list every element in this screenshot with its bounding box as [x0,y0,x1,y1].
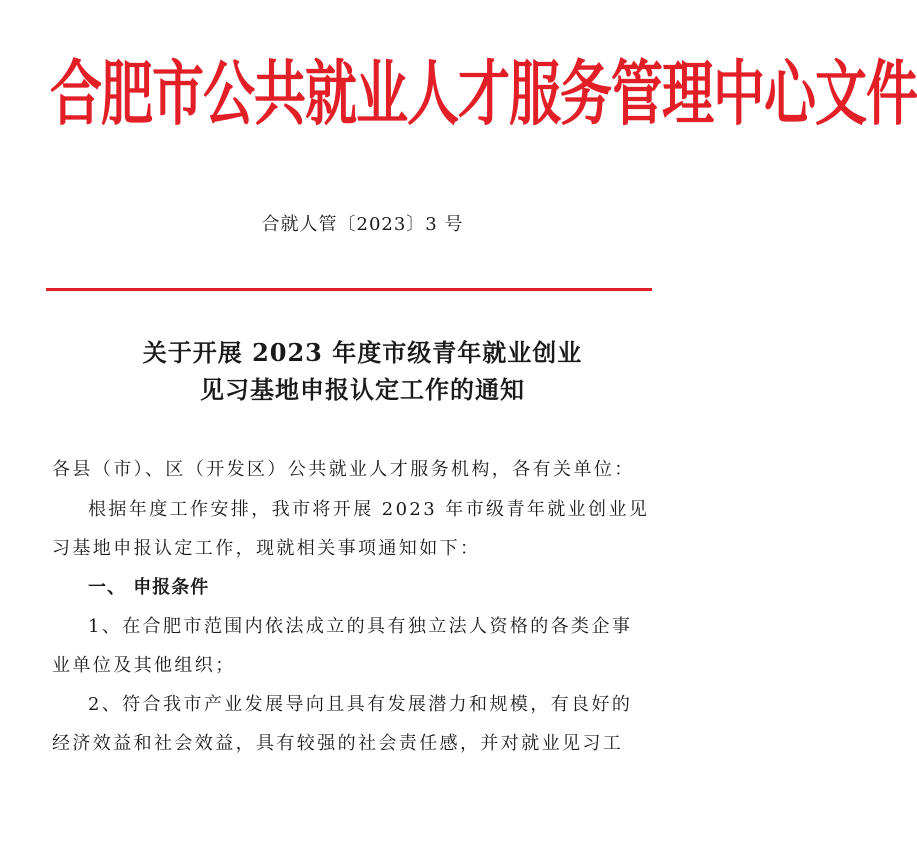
intro-paragraph-line-1: 根据年度工作安排，我市将开展 2023 年市级青年就业创业见 [88,499,650,520]
org-header-title: 合肥市公共就业人才服务管理中心文件 [50,54,917,136]
item-2-line-1: 2、符合我市产业发展导向且具有发展潜力和规模，有良好的 [88,694,633,715]
item-2-line-2: 经济效益和社会效益，具有较强的社会责任感，并对就业见习工 [52,733,624,754]
red-divider-line [46,288,652,291]
salutation: 各县（市）、区（开发区）公共就业人才服务机构，各有关单位： [52,459,635,480]
notice-title-line-2: 见习基地申报认定工作的通知 [200,375,525,404]
document-number: 合就人管〔2023〕3 号 [261,214,464,235]
section-heading-conditions: 一、 申报条件 [88,577,210,598]
item-1-line-1: 1、在合肥市范围内依法成立的具有独立法人资格的各类企事 [88,616,633,637]
notice-title-line-1: 关于开展 2023 年度市级青年就业创业 [142,338,583,367]
item-1-line-2: 业单位及其他组织； [52,655,236,676]
intro-paragraph-line-2: 习基地申报认定工作，现就相关事项通知如下： [52,538,481,559]
